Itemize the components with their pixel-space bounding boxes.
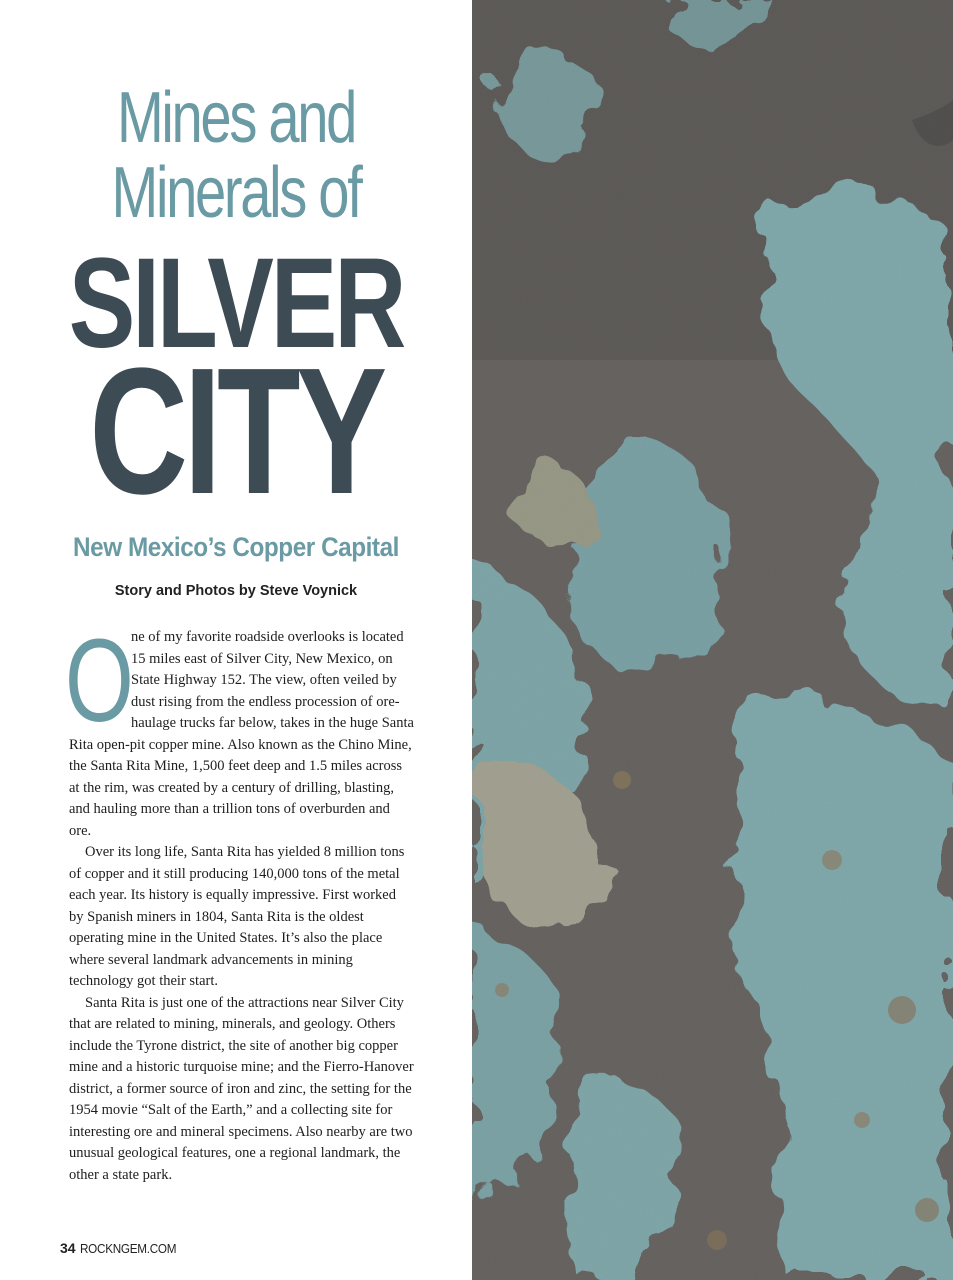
paragraph-3: Santa Rita is just one of the attractions near Silver City that are related to mining, minerals, and geology. Others include the Tyrone district, the site of another big copper mine and a historic turquoise mine; and the Fierro-Hanover district, a former source of iron and zinc, the setting for the 1954 movie “Salt of the Earth,” and a collecting site for interesting ore and mineral specimens. Also nearby are two unusual geological features, one a regional landmark, the other a state park.	[69, 994, 414, 1183]
turquoise-matrix-image	[472, 0, 953, 1280]
byline: Story and Photos by Steve Voynick	[114, 583, 358, 599]
title-line-3: SILVER	[68, 232, 404, 375]
site-name: ROCKNGEM.COM	[79, 1241, 176, 1256]
text-column	[0, 0, 472, 1280]
article-body	[65, 615, 414, 1186]
drop-cap: O	[65, 615, 134, 747]
title-line-1: Mines and	[116, 78, 356, 158]
paragraph-1-text: ne of my favorite roadside overlooks is located 15 miles east of Silver City, New Mexico, on State Highway 152. The view, often veiled by dust rising from the endless procession of ore-haulage trucks far below, takes in the huge Santa Rita open-pit copper mine. Also known as the Chino Mine, the Santa Rita Mine, 1,500 feet deep and 1.5 miles across at the rim, was created by a century of drilling, blasting, and hauling more than a trillion tons of overburden and ore.	[69, 629, 414, 839]
title-line-2: Minerals of	[111, 153, 361, 233]
page-number: 34	[60, 1240, 76, 1256]
turquoise-specimen-photo	[472, 0, 953, 1280]
paragraph-1	[65, 615, 414, 842]
paragraph-2: Over its long life, Santa Rita has yielded 8 million tons of copper and it still producing 140,000 tons of the metal each year. Its history is equally impressive. First worked by Spanish miners in 1804, Santa Rita is the oldest operating mine in the United States. It’s also the place where several landmark advancements in mining technology got their start.	[69, 844, 405, 989]
title-line-4: CITY	[89, 331, 383, 532]
subtitle: New Mexico’s Copper Capital	[73, 532, 399, 562]
page-footer	[60, 1240, 186, 1256]
